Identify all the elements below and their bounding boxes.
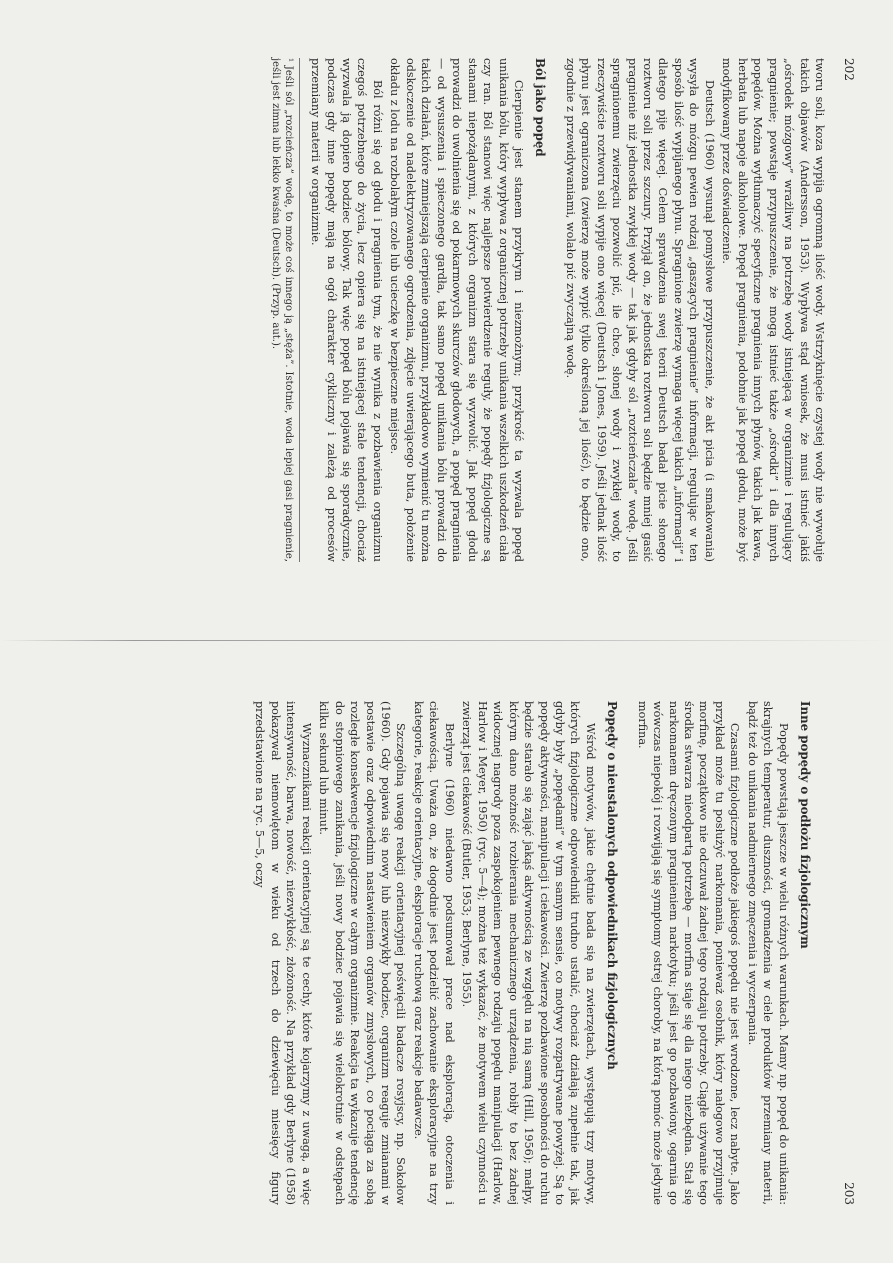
page-number-right: 203	[842, 1182, 856, 1205]
paragraph: tworu soli, koza wypija ogromną ilość wody. Wstrzyknięcie czystej wody nie wywołuje takich objawów (Andersson, 1953). Wypływa stąd wniosek, że musi istnieć jakiś „ośrodek mózgowy” wrażliwy na potrzebę wody istniejącą w organizmie i regulujący pragnienie; powstaje przypuszczenie, że mogą istnieć także „ośrodki” i dla innych popędów. Można wytłumaczyć specyficzne pragnienia innych płynów, takich jak kawa, herbata lub napoje alkoholowe. Popęd pragnienia, podobnie jak popęd głodu, może być modyfikowany przez doświadczenie.	[720, 58, 826, 562]
paragraph: Berlyne (1960) niedawno podsumował prace nad eksploracją, otoczenia i ciekawością. Uważa on, że dogodnie jest podzielić zachowanie eksploracyjne na trzy kategorie, reakcje orientacyjne, eksploracje ruchową oraz reakcje badawcze.	[411, 701, 456, 1205]
page-number-left: 202	[842, 58, 856, 81]
section-title-unestablished-drives: Popędy o nieustalonych odpowiednikach fizjologicznych	[605, 701, 620, 1070]
footnote: ¹ Jeśli sól „rozcieńcza” wodę, to może coś innego ją „stęża”. Istotnie, woda lepiej gasi pragnienie, jeśli jest zimna lub lekko kwaśna (Deutsch). (Przyp. aut.).	[269, 58, 300, 562]
right-book-page	[0, 643, 893, 1263]
page-divider	[0, 640, 893, 641]
section-title-pain: Ból jako popęd	[533, 58, 548, 157]
paragraph: Wśród motywów, jakie chętnie bada się na zwierzętach, występują trzy motywy, których fizjologiczne odpowiedniki trudno ustalić, chociaż działają zupełnie tak, jak gdyby były „popędami” w tym samym sensie, co motywy rozpatrywane powyżej. Są to popędy aktywności, manipulacji i ciekawości. Zwierzę pozbawione sposobności do ruchu będzie starało się zająć jakąś aktywnością ze względu na nią samą (Hill, 1956); małpy, którym dano możność rozbierania mechanicznego urządzenia, robiły to bez żadnej widocznej nagrody poza zaspokojeniem pewnego rodzaju popędu manipulacji (Harlow, Harlow i Meyer, 1950) (ryc. 5—4); można też wykazać, że motywem wielu czynności u zwierząt jest ciekawość (Butler, 1953; Berlyne, 1955).	[460, 701, 597, 1205]
paragraph: Popędy powstają jeszcze w wielu różnych warunkach. Mamy np. popęd do unikania: skrajnych temperatur, duszności, gromadzenia w ciele produktów przemiany materii, bądź też do unikania nadmiernego zmęczenia i wyczerpania.	[745, 701, 790, 1205]
section-title-other-drives: Inne popędy o podłożu fizjologicznym	[798, 701, 812, 949]
left-book-page	[0, 0, 893, 620]
paragraph: Deutsch (1960) wysunął pomysłowe przypuszczenie, że akt picia (i smakowania) wysyła do mózgu pewien rodzaj „gaszących pragnienie” informacji, regulując w ten sposób ilość wypijanego płynu. Spragnione zwierzę wymaga więcej takich „informacji” i dlatego pije więcej. Celem sprawdzenia swej teorii Deutsch badał picie słonego roztworu soli przez szczury. Przyjął on, że jednostka roztworu soli będzie mniej gasić pragnienie niż jednostka zwykłej wody — tak jak gdyby sól „roztcieńczała” wodę. Jeśli spragnionemu zwierzęciu pozwolić pić, ile chce, słonej wody i zwykłej wody, to rzeczywiście roztworu soli wypije ono więcej (Deutsch i Jones, 1959). Jeśli jednak ilość płynu jest ograniczona (zwierzę może wypić tylko określoną jej ilość), to będzie ono, zgodnie z przewidywaniami, wolało pić zwyczajną wodę.	[563, 58, 716, 562]
paragraph: Szczególną uwagę reakcji orientacyjnej poświęcili badacze rosyjscy, np. Sokołow (1960). Gdy pojawia się nowy lub niezwykły bodziec, organizm reaguje zmianami w postawie oraz odpowiednim nastawieniem organów zmysłowych, co pociąga za sobą rozległe konsekwencje fizjologiczne w całym organizmie. Reakcja ta wykazuje tendencję do stopniowego zanikania, jeśli nowy bodziec pojawia się wielokrotnie w odstępach kilku sekund lub minut.	[317, 701, 408, 1205]
left-page-content	[67, 50, 856, 570]
paragraph: Czasami fizjologiczne podłoże jakiegoś popędu nie jest wrodzone, lecz nabyte. Jako przykład może tu posłużyć narkomania, ponieważ osobnik, który nałogowo przyjmuje morfinę, początkowo nie odczuwał żadnej tego rodzaju potrzeby. Ciągłe używanie tego środka stwarza nieodpartą potrzebę — morfina staje się dla niego niezbędna. Stał się narkomanem dręczonym pragnieniem narkotyku; jeśli jest go pozbawiony, ogarnia go wówczas niepokój i rozwijają się symptomy ostrej choroby, na którą pomóc może jedynie morfina.	[635, 701, 742, 1205]
paragraph: Cierpienie jest stanem przykrym i niezmożnym; przykrość ta wyzwala popęd unikania bólu, który wypływa z organicznej potrzeby unikania wszelkich uszkodzeń ciała czy ran. Ból stanowi więc najlepsze potwierdzenie reguły, że popędy fizjologiczne są stanami niepożądanymi, z których organizm stara się wyzwolić. Jak popęd głodu prowadzi do uwolnienia się od pokarmowych skurczów głodowych, a popęd pragnienia — od wysuszenia i spieczonego gardła, tak samo popęd unikania bólu prowadzi do takich działań, które zmniejszają cierpienie organizmu, przykładowo wymienić tu można odskoczenie od nadelektryzowanego ogrodzenia, zdjęcie uwierającego buta, położenie okładu z lodu na rozbolałym czole lub ucieczkę w bezpieczne miejsce.	[388, 58, 526, 562]
right-page-content	[67, 693, 856, 1213]
paragraph: Ból różni się od głodu i pragnienia tym, że nie wynika z pozbawienia organizmu czegoś potrzebnego do życia, lecz opiera się na istniejącej stale tendencji, chociaż wyzwala ją dopiero bodziec bólowy. Tak więc popęd bólu pojawia się sporadycznie, podczas gdy inne popędy mają na ogół charakter cykliczny i zależą od procesów przemiany materii w organizmie.	[309, 58, 384, 562]
paragraph: Wyznacznikami reakcji orientacyjnej są te cechy, które kojarzymy z uwagą, a więc intensywność, barwa, nowość, niezwykłość, złożoność. Na przykład gdy Berlyne (1958) pokazywał niemowlętom w wieku od trzech do dziewięciu miesięcy figury przedstawione na ryc. 5—5, oczy	[253, 701, 313, 1205]
